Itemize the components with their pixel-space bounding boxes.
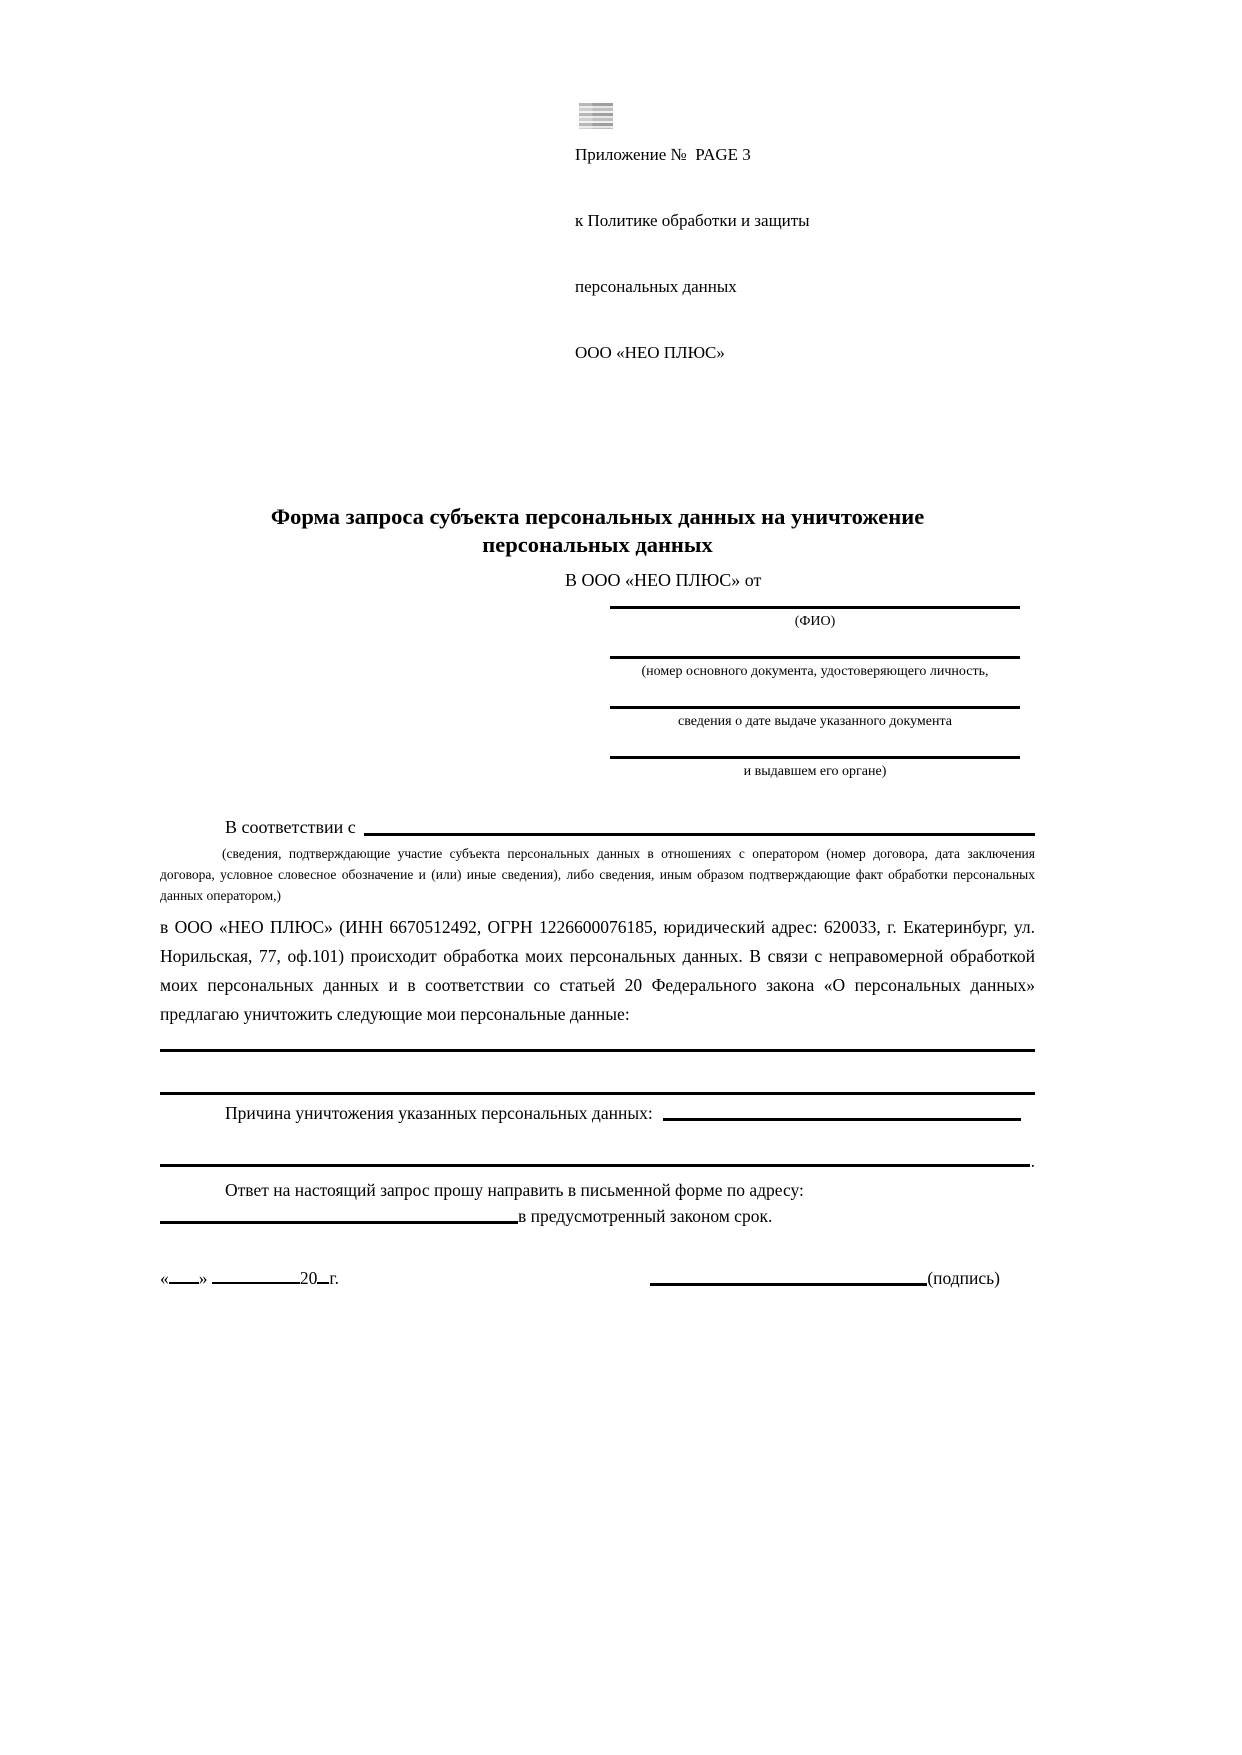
date-close-quote: »	[198, 1268, 208, 1288]
form-title-line2: персональных данных	[482, 532, 713, 557]
reason-line	[160, 1101, 1035, 1125]
reason-blank-line-2-rule	[160, 1164, 1030, 1167]
month-blank	[212, 1267, 300, 1284]
signature-caption: (подпись)	[927, 1268, 1000, 1288]
form-title	[160, 503, 1035, 559]
issue-date-caption: сведения о дате выдаче указанного документа	[678, 714, 952, 729]
blurred-stamp-icon	[579, 103, 613, 129]
reason-blank-line	[663, 1118, 1021, 1121]
appendix-header-line: к Политике обработки и защиты	[575, 211, 810, 230]
signature-blank-line	[650, 1283, 927, 1286]
issue-date-blank-line	[610, 706, 1020, 709]
response-address-line: Ответ на настоящий запрос прошу направить в письменной форме по адресу:	[225, 1180, 804, 1200]
appendix-header-line: персональных данных	[575, 277, 737, 296]
date-open-quote: «	[160, 1268, 169, 1288]
date-era: г.	[329, 1268, 339, 1288]
issuing-authority-blank-line	[610, 756, 1020, 759]
response-term-text: в предусмотренный законом срок.	[518, 1206, 773, 1226]
identity-fields	[610, 606, 1020, 781]
appendix-header-line: Приложение № PAGE 3	[575, 145, 751, 164]
field-fio	[610, 606, 1020, 631]
accordance-blank-line	[364, 833, 1035, 836]
accordance-line	[160, 815, 1035, 839]
personal-data-blank-line-1	[160, 1049, 1035, 1052]
personal-data-blank-line-2	[160, 1092, 1035, 1095]
reason-blank-line-2	[160, 1152, 1035, 1170]
date-year: 20	[299, 1268, 318, 1288]
reason-label: Причина уничтожения указанных персональных данных:	[225, 1103, 653, 1123]
accordance-label: В соответствии с	[225, 817, 356, 837]
document-number-blank-line	[610, 656, 1020, 659]
sentence-period: .	[1030, 1151, 1035, 1171]
response-term-line	[160, 1204, 1035, 1228]
date-line	[160, 1266, 339, 1290]
year-blank	[317, 1267, 329, 1284]
date-signature-row	[160, 1266, 1035, 1290]
field-document-number	[610, 656, 1020, 681]
body-paragraph: в ООО «НЕО ПЛЮС» (ИНН 6670512492, ОГРН 1226600076185, юридический адрес: 620033, г. Екатеринбург, ул. Норильская, 77, оф.101) происходит обработка моих персональных данных. В связи с неправомерной обработкой моих персональных данных и в соответствии со статьей 20 Федерального закона «О персональных данных» предлагаю уничтожить следующие мои персональные данные:	[160, 917, 1035, 1024]
accordance-note: (сведения, подтверждающие участие субъекта персональных данных в отношениях с оператором (номер договора, дата заключения договора, условное словесное обозначение и (или) иные сведения), либо сведения, иным образом подтверждающие факт обработки персональных данных оператором,)	[160, 846, 1035, 903]
signature-line	[650, 1266, 1000, 1290]
fio-caption: (ФИО)	[794, 614, 836, 629]
addressee-line: В ООО «НЕО ПЛЮС» от	[565, 570, 762, 590]
form-title-line1: Форма запроса субъекта персональных данных на уничтожение	[270, 504, 925, 529]
fio-blank-line	[610, 606, 1020, 609]
field-issue-date	[610, 706, 1020, 731]
appendix-header	[575, 0, 1242, 408]
issuing-authority-caption: и выдавшем его органе)	[743, 764, 887, 779]
field-issuing-authority	[610, 756, 1020, 781]
address-blank-line	[160, 1221, 518, 1224]
day-blank	[169, 1267, 199, 1284]
document-number-caption: (номер основного документа, удостоверяющего личность,	[641, 664, 989, 679]
appendix-header-line: ООО «НЕО ПЛЮС»	[575, 343, 725, 362]
